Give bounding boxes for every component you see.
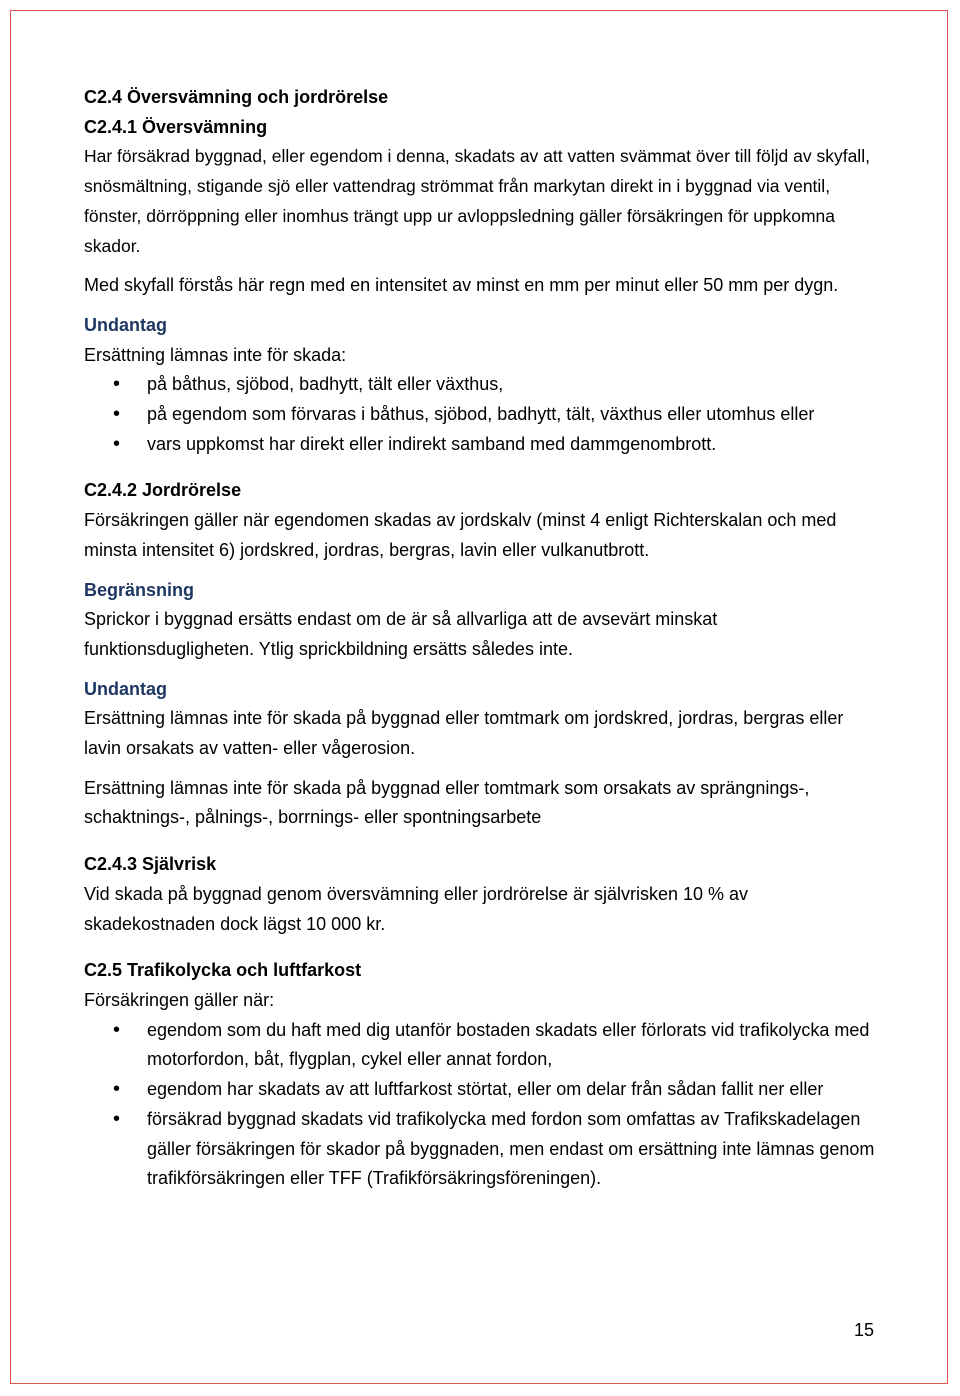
traffic-list xyxy=(84,1016,884,1194)
list-item: • på båthus, sjöbod, badhytt, tält eller växthus, xyxy=(84,370,884,400)
list-item: • vars uppkomst har direkt eller indirekt samband med dammgenombrott. xyxy=(84,430,884,460)
rainfall-paragraph: Med skyfall förstås här regn med en intensitet av minst en mm per minut eller 50 mm per dygn. xyxy=(84,275,839,296)
document-body xyxy=(84,83,884,1194)
earth-paragraph: Försäkringen gäller när egendomen skadas av jordskalv (minst 4 enligt Richterskalan och med minsta intensitet 6) jordskred, jordras, bergras, lavin eller vulkanutbrott. xyxy=(84,510,837,560)
subsection-heading-earth: C2.4.2 Jordrörelse xyxy=(84,480,242,501)
exception-intro: Ersättning lämnas inte för skada: xyxy=(84,344,347,365)
flood-paragraph: Har försäkrad byggnad, eller egendom i denna, skadats av att vatten svämmat över till följd av skyfall, snösmältning, stigande sjö eller vattendrag strömmat från markytan direkt in i byggnad via ventil, fönster, dörröppning eller inomhus trängt upp ur avloppsledning gäller försäkringen för uppkomna skador. xyxy=(84,146,870,256)
list-item: • på egendom som förvaras i båthus, sjöbod, badhytt, tält, växthus eller utomhus eller xyxy=(84,400,884,430)
subsection-heading-deductible: C2.4.3 Självrisk xyxy=(84,854,217,875)
subsection-heading-flood: C2.4.1 Översvämning xyxy=(84,116,268,137)
exception-list-flood xyxy=(84,370,884,459)
traffic-intro: Försäkringen gäller när: xyxy=(84,989,275,1010)
limitation-paragraph: Sprickor i byggnad ersätts endast om de är så allvarliga att de avsevärt minskat funktionsdugligheten. Ytlig sprickbildning ersätts således inte. xyxy=(84,609,718,659)
exception-paragraph-1: Ersättning lämnas inte för skada på byggnad eller tomtmark om jordskred, jordras, bergras eller lavin orsakats av vatten- eller vågerosion. xyxy=(84,708,844,759)
exception-heading-flood: Undantag xyxy=(84,314,167,335)
exception-heading-earth: Undantag xyxy=(84,678,167,699)
limitation-heading: Begränsning xyxy=(84,579,195,600)
page-number: 15 xyxy=(854,1320,875,1340)
list-item: • egendom som du haft med dig utanför bostaden skadats eller förlorats vid trafikolycka med motorfordon, båt, flygplan, cykel eller annat fordon, xyxy=(84,1016,884,1075)
list-item: • egendom har skadats av att luftfarkost störtat, eller om delar från sådan fallit ner eller xyxy=(84,1075,884,1105)
section-heading-traffic: C2.5 Trafikolycka och luftfarkost xyxy=(84,960,362,981)
exception-paragraph-2: Ersättning lämnas inte för skada på byggnad eller tomtmark som orsakats av sprängnings-, schaktnings-, pålnings-, borrnings- eller spontningsarbete xyxy=(84,777,810,828)
section-heading: C2.4 Översvämning och jordrörelse xyxy=(84,87,389,107)
deductible-paragraph: Vid skada på byggnad genom översvämning eller jordrörelse är självrisken 10 % av skadekostnaden dock lägst 10 000 kr. xyxy=(84,883,749,934)
list-item: • försäkrad byggnad skadats vid trafikolycka med fordon som omfattas av Trafikskadelagen gäller försäkringen för skador på byggnaden, men endast om ersättning inte lämnas genom trafikförsäkringen eller TFF (Trafikförsäkringsföreningen). xyxy=(84,1105,884,1194)
